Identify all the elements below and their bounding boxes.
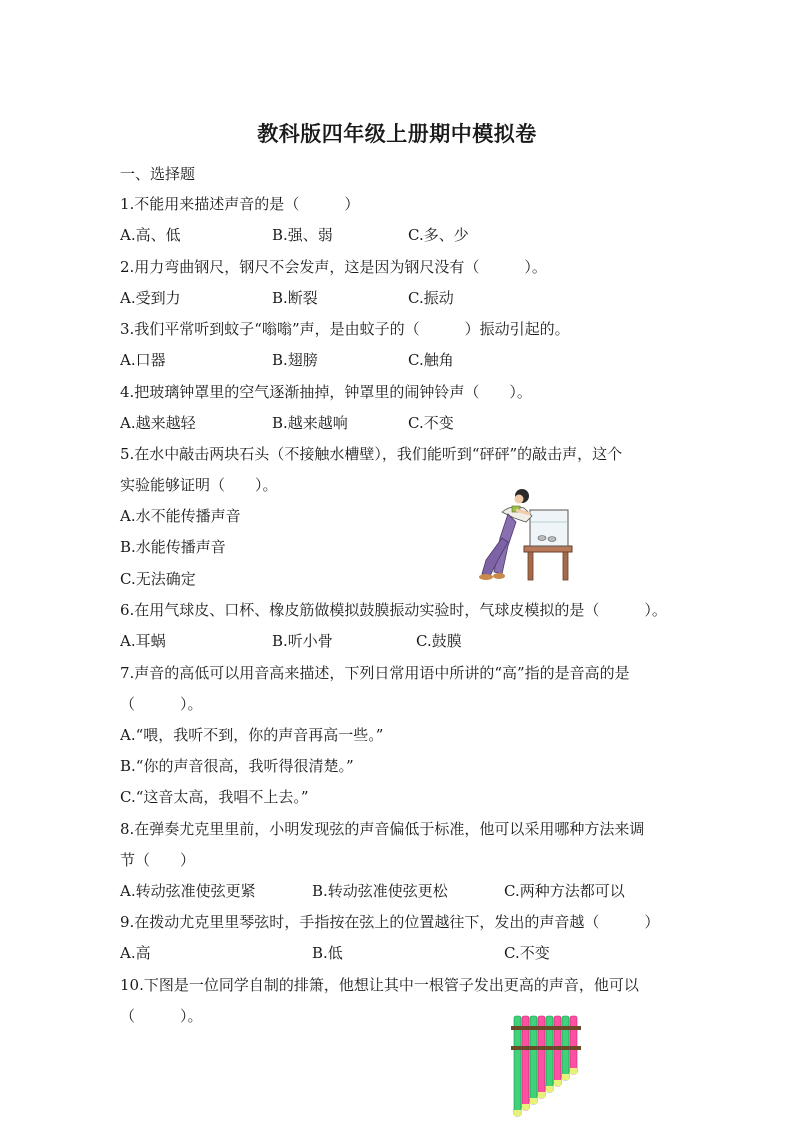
question-2-option-a: A.受到力 [120,289,181,307]
question-8-stem: 8.在弹奏尤克里里前，小明发现弦的声音偏低于标准，他可以采用哪种方法来调 [120,820,645,838]
water-tank-experiment-illustration [472,482,576,582]
question-6-option-a: A.耳蜗 [120,632,166,650]
question-10-stem: 10.下图是一位同学自制的排箫，他想让其中一根管子发出更高的声音，他可以 [120,976,639,994]
question-8-option-a: A.转动弦准使弦更紧 [120,882,256,900]
question-9-option-c: C.不变 [504,944,550,962]
question-3-option-a: A.口器 [120,351,166,369]
question-7-option-a: A.“喂，我听不到，你的声音再高一些。” [120,726,384,744]
question-8-option-c: C.两种方法都可以 [504,882,625,900]
question-1-option-c: C.多、少 [408,226,469,244]
question-1-option-b: B.强、弱 [272,226,333,244]
question-8-stem-cont: 节（ ） [120,851,196,869]
question-6-stem: 6.在用气球皮、口杯、橡皮筋做模拟鼓膜振动实验时，气球皮模拟的是（ ）。 [120,601,667,619]
question-5-option-c: C.无法确定 [120,570,196,588]
question-5-stem: 5.在水中敲击两块石头（不接触水槽壁），我们能听到“砰砰”的敲击声，这个 [120,445,623,463]
question-6-option-b: B.听小骨 [272,632,333,650]
section-heading: 一、选择题 [120,165,196,183]
question-7-option-c: C.“这音太高，我唱不上去。” [120,788,309,806]
pan-flute-illustration [508,1012,588,1120]
question-10-stem-cont: （ ）。 [120,1007,203,1025]
question-5-stem-cont: 实验能够证明（ ）。 [120,476,278,494]
question-1-stem: 1.不能用来描述声音的是（ ） [120,195,360,213]
question-4-option-c: C.不变 [408,414,454,432]
question-2-option-c: C.振动 [408,289,454,307]
question-4-stem: 4.把玻璃钟罩里的空气逐渐抽掉，钟罩里的闹钟铃声（ ）。 [120,383,532,401]
question-7-option-b: B.“你的声音很高，我听得很清楚。” [120,757,354,775]
question-4-option-b: B.越来越响 [272,414,348,432]
question-3-option-c: C.触角 [408,351,454,369]
page-title: 教科版四年级上册期中模拟卷 [257,121,537,146]
question-3-option-b: B.翅膀 [272,351,318,369]
question-6-option-c: C.鼓膜 [416,632,462,650]
question-8-option-b: B.转动弦准使弦更松 [312,882,448,900]
question-5-option-a: A.水不能传播声音 [120,507,241,525]
question-7-stem-cont: （ ）。 [120,695,203,713]
question-2-option-b: B.断裂 [272,289,318,307]
question-5-option-b: B.水能传播声音 [120,538,226,556]
question-7-stem: 7.声音的高低可以用音高来描述，下列日常用语中所讲的“高”指的是音高的是 [120,664,630,682]
question-4-option-a: A.越来越轻 [120,414,196,432]
question-9-option-b: B.低 [312,944,343,962]
question-9-option-a: A.高 [120,944,151,962]
question-1-option-a: A.高、低 [120,226,181,244]
question-3-stem: 3.我们平常听到蚊子“嗡嗡”声，是由蚊子的（ ）振动引起的。 [120,320,570,338]
question-9-stem: 9.在拨动尤克里里琴弦时，手指按在弦上的位置越往下，发出的声音越（ ） [120,913,660,931]
question-2-stem: 2.用力弯曲钢尺，钢尺不会发声，这是因为钢尺没有（ ）。 [120,258,547,276]
